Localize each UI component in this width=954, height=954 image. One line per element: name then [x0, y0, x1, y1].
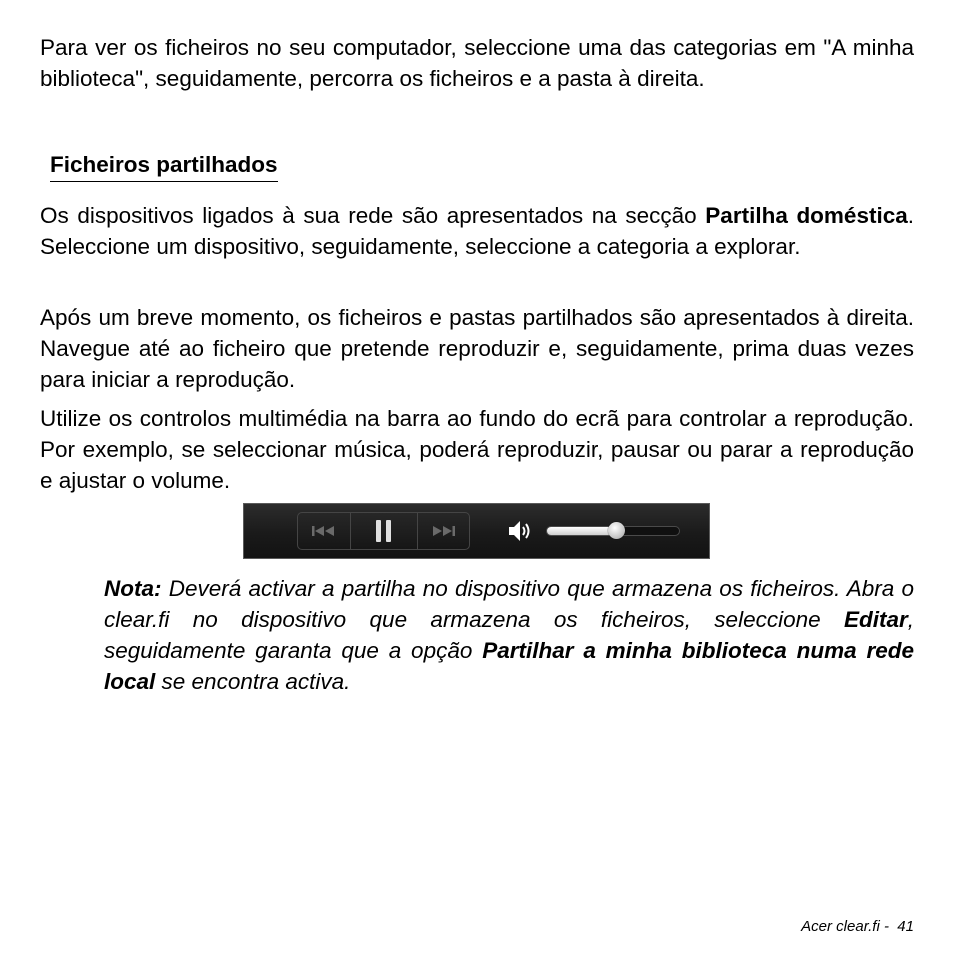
note-text-1: Deverá activar a partilha no dispositivo que armazena os ficheiros. Abra o clear.fi no dispositivo que armazena os ficheiros, seleccione: [104, 576, 914, 632]
note-bold-option: Partilhar a minha biblioteca numa rede local: [104, 638, 914, 694]
page-footer: Acer clear.fi - 41: [801, 918, 914, 935]
skip-back-icon: [311, 525, 337, 537]
media-control-bar: [243, 503, 710, 559]
volume-slider-handle[interactable]: [608, 522, 625, 539]
paragraph-media-controls: Utilize os controlos multimédia na barra ao fundo do ecrã para controlar a reprodução. Por exemplo, se seleccionar música, poderá reproduzir, pausar ou parar a reprodução e ajustar o volume.: [40, 406, 914, 493]
skip-forward-icon: [430, 525, 456, 537]
volume-button[interactable]: [508, 520, 534, 547]
paragraph-shared-files: Após um breve momento, os ficheiros e pastas partilhados são apresentados à direita. Navegue até ao ficheiro que pretende reproduzir e, seguidamente, prima duas vezes para iniciar a reprodução.: [40, 305, 914, 392]
note-text-2: , seguidamente garanta que a opção: [104, 607, 914, 663]
playback-button-group: [297, 512, 470, 550]
intro-paragraph: Para ver os ficheiros no seu computador, seleccione uma das categorias em "A minha biblioteca", seguidamente, percorra os ficheiros e a pasta à direita.: [40, 35, 914, 91]
p1-text-before: Os dispositivos ligados à sua rede são apresentados na secção: [40, 203, 706, 228]
paragraph-home-sharing: [40, 200, 914, 262]
p1-text-after: . Seleccione um dispositivo, seguidamente, seleccione a categoria a explorar.: [40, 203, 914, 259]
note-label: Nota:: [104, 576, 162, 601]
note-text-3: se encontra activa.: [155, 669, 351, 694]
note-block: [104, 573, 914, 697]
previous-button[interactable]: [298, 513, 351, 549]
p1-bold-term: Partilha doméstica: [705, 203, 908, 228]
pause-button[interactable]: [351, 513, 418, 549]
note-bold-edit: Editar: [843, 607, 908, 632]
volume-slider-fill: [547, 527, 616, 535]
pause-icon: [375, 520, 393, 542]
next-button[interactable]: [418, 513, 470, 549]
speaker-icon: [508, 520, 534, 542]
section-heading: Ficheiros partilhados: [50, 150, 278, 182]
